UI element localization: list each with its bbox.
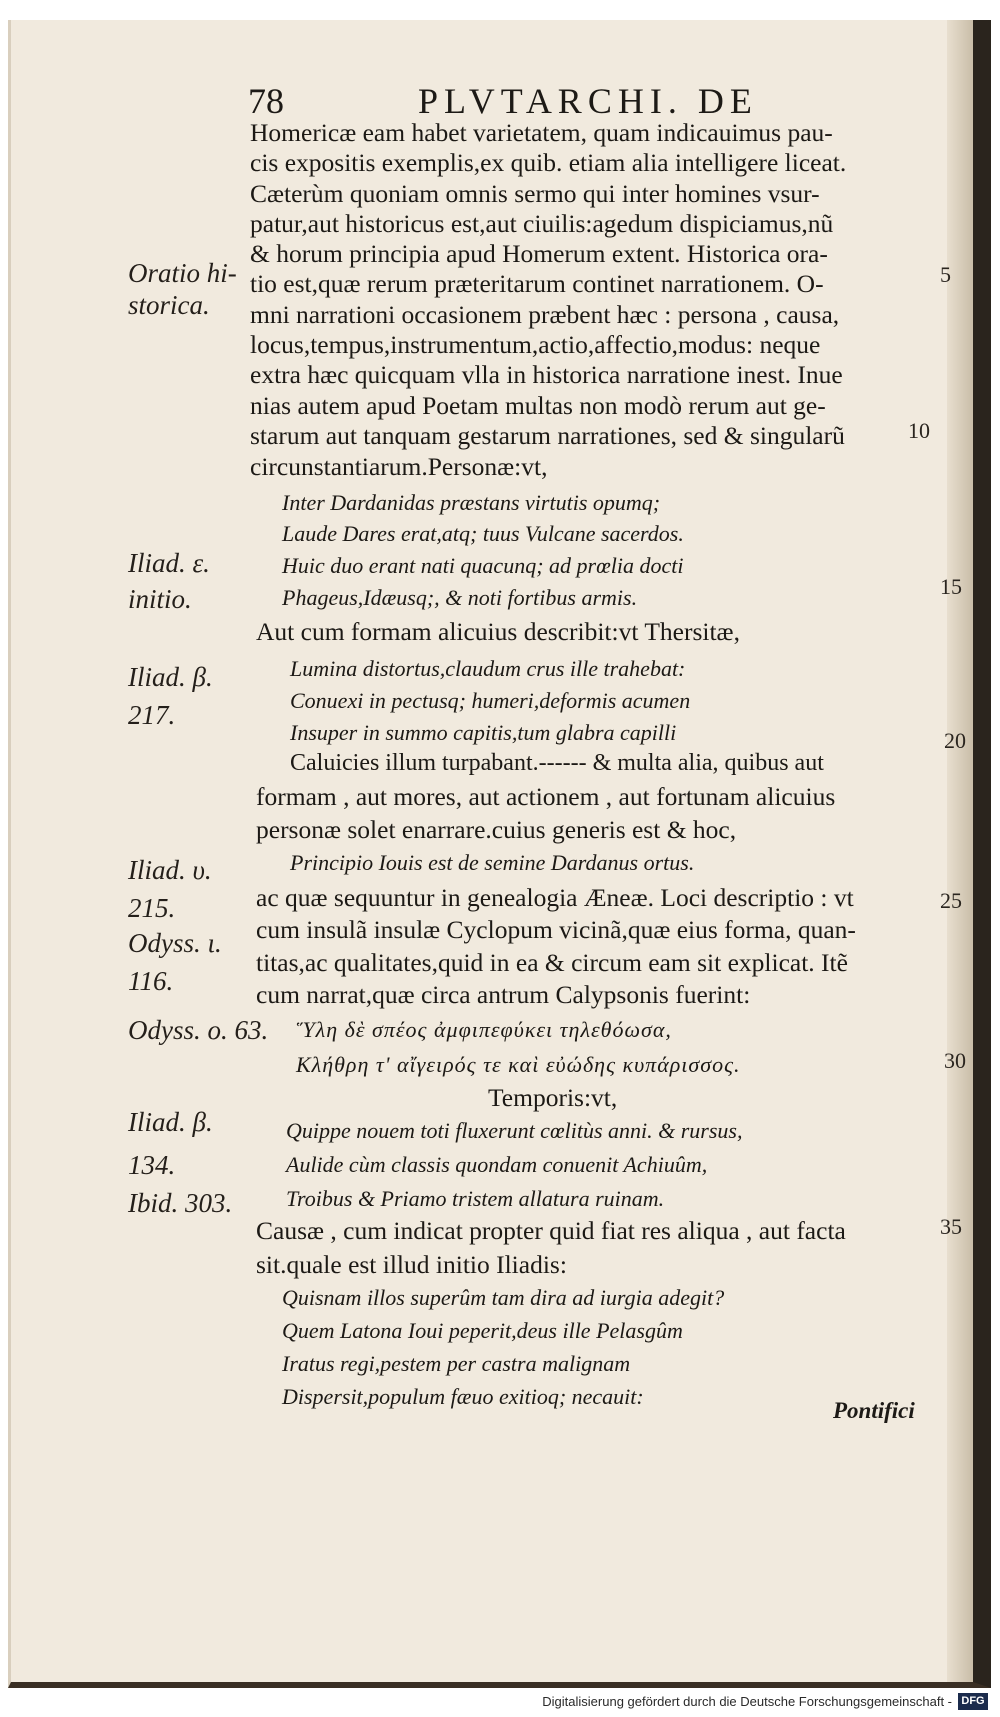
text-line: formam , aut mores, aut actionem , aut fortunam alicuius	[256, 782, 836, 811]
verse-line: Quem Latona Ioui peperit,deus ille Pelasgûm	[282, 1318, 683, 1343]
text-line: tio est,quæ rerum præteritarum continet narrationem. O-	[250, 269, 824, 298]
catchword: Pontifici	[833, 1398, 915, 1423]
text-line: nias autem apud Poetam multas non modò rerum aut ge-	[250, 391, 826, 420]
text-line: Homericæ eam habet varietatem, quam indicauimus pau-	[250, 118, 833, 147]
text-line: cis expositis exemplis,ex quib. etiam alia intelligere liceat.	[250, 148, 847, 177]
text-line: mni narrationi occasionem præbent hæc : persona , causa,	[250, 300, 840, 329]
margin-note: Iliad. ε.	[128, 548, 210, 578]
margin-note: Odyss. ο. 63.	[128, 1015, 269, 1045]
margin-note: Ibid. 303.	[128, 1188, 233, 1218]
margin-note: Oratio hi-	[128, 258, 237, 288]
text-line: sit.quale est illud initio Iliadis:	[256, 1250, 567, 1279]
line-number: 20	[944, 728, 966, 753]
margin-note: storica.	[128, 290, 210, 320]
verse-line: Iratus regi,pestem per castra malignam	[282, 1351, 631, 1376]
dfg-logo: DFG	[958, 1693, 988, 1710]
line-number: 5	[940, 262, 951, 287]
margin-note: initio.	[128, 584, 192, 614]
verse-line: Aulide cùm classis quondam conuenit Achiuûm,	[286, 1152, 708, 1177]
margin-note: 116.	[128, 966, 174, 996]
verse-line: Conuexi in pectusq; humeri,deformis acumen	[290, 688, 691, 713]
verse-line: Laude Dares erat,atq; tuus Vulcane sacerdos.	[282, 521, 684, 546]
margin-note: Iliad. β.	[128, 1107, 213, 1137]
verse-line: Insuper in summo capitis,tum glabra capilli	[290, 720, 677, 745]
running-title: PLVTARCHI. DE	[418, 81, 758, 121]
text-line: titas,ac qualitates,quid in ea & circum eam sit explicat. Itẽ	[256, 948, 848, 977]
verse-line: Dispersit,populum fæuo exitioq; necauit:	[282, 1384, 644, 1409]
text-line: Cæterùm quoniam omnis sermo qui inter homines vsur-	[250, 179, 820, 208]
text-line: locus,tempus,instrumentum,actio,affectio,modus: neque	[250, 330, 821, 359]
funding-credit: Digitalisierung gefördert durch die Deutsche Forschungsgemeinschaft -	[542, 1694, 952, 1709]
text-line: Causæ , cum indicat propter quid fiat res aliqua , aut facta	[256, 1216, 846, 1245]
margin-note: 217.	[128, 700, 176, 730]
text-line: extra hæc quicquam vlla in historica narratione inest. Inue	[250, 360, 843, 389]
text-line: cum insulã insulæ Cyclopum vicinã,quæ eius forma, quan-	[256, 915, 856, 944]
verse-line: Quisnam illos superûm tam dira ad iurgia adegit?	[282, 1285, 725, 1310]
greek-verse-line: Κλήθρη τ' αἴγειρός τε καὶ εὐώδης κυπάρισσος.	[296, 1052, 741, 1077]
verse-line: Phageus,Idæusq;, & noti fortibus armis.	[282, 585, 638, 610]
margin-note: 134.	[128, 1150, 176, 1180]
text-line: circunstantiarum.Personæ:vt,	[250, 452, 548, 481]
section-label: Temporis:vt,	[488, 1083, 618, 1112]
verse-line: Quippe nouem toti fluxerunt cœlitùs anni. & rursus,	[286, 1118, 743, 1143]
text-line: & horum principia apud Homerum extent. Historica ora-	[250, 239, 828, 268]
text-line: starum aut tanquam gestarum narrationes, sed & singularũ	[250, 421, 845, 450]
text-line: personæ solet enarrare.cuius generis est & hoc,	[256, 815, 737, 844]
line-number: 25	[940, 888, 962, 913]
text-line: Caluicies illum turpabant.------ & multa alia, quibus aut	[290, 750, 824, 776]
footer-bar	[0, 1690, 994, 1717]
text-line: ac quæ sequuntur in genealogia Æneæ. Loci descriptio : vt	[256, 883, 854, 912]
margin-note: Iliad. υ.	[128, 855, 212, 885]
greek-verse-line: Ὕλη δὲ σπέος ἀμφιπεφύκει τηλεθόωσα,	[296, 1017, 672, 1042]
verse-line: Huic duo erant nati quacunq; ad prœlia docti	[282, 553, 684, 578]
line-number: 30	[944, 1048, 966, 1073]
text-line: cum narrat,quæ circa antrum Calypsonis fuerint:	[256, 980, 751, 1009]
margin-note: 215.	[128, 893, 176, 923]
page-number: 78	[248, 81, 284, 121]
text-line: Aut cum formam alicuius describit:vt Thersitæ,	[256, 617, 740, 646]
verse-line: Principio Iouis est de semine Dardanus ortus.	[290, 850, 695, 875]
verse-line: Troibus & Priamo tristem allatura ruinam.	[286, 1186, 665, 1211]
verse-line: Lumina distortus,claudum crus ille trahebat:	[290, 656, 686, 681]
line-number: 35	[940, 1214, 962, 1239]
margin-note: Iliad. β.	[128, 662, 213, 692]
text-line: patur,aut historicus est,aut ciuilis:agedum dispiciamus,nũ	[250, 209, 834, 238]
verse-line: Inter Dardanidas præstans virtutis opumq;	[282, 490, 661, 515]
line-number: 15	[940, 574, 962, 599]
line-number: 10	[908, 418, 930, 443]
margin-note: Odyss. ι.	[128, 928, 222, 958]
